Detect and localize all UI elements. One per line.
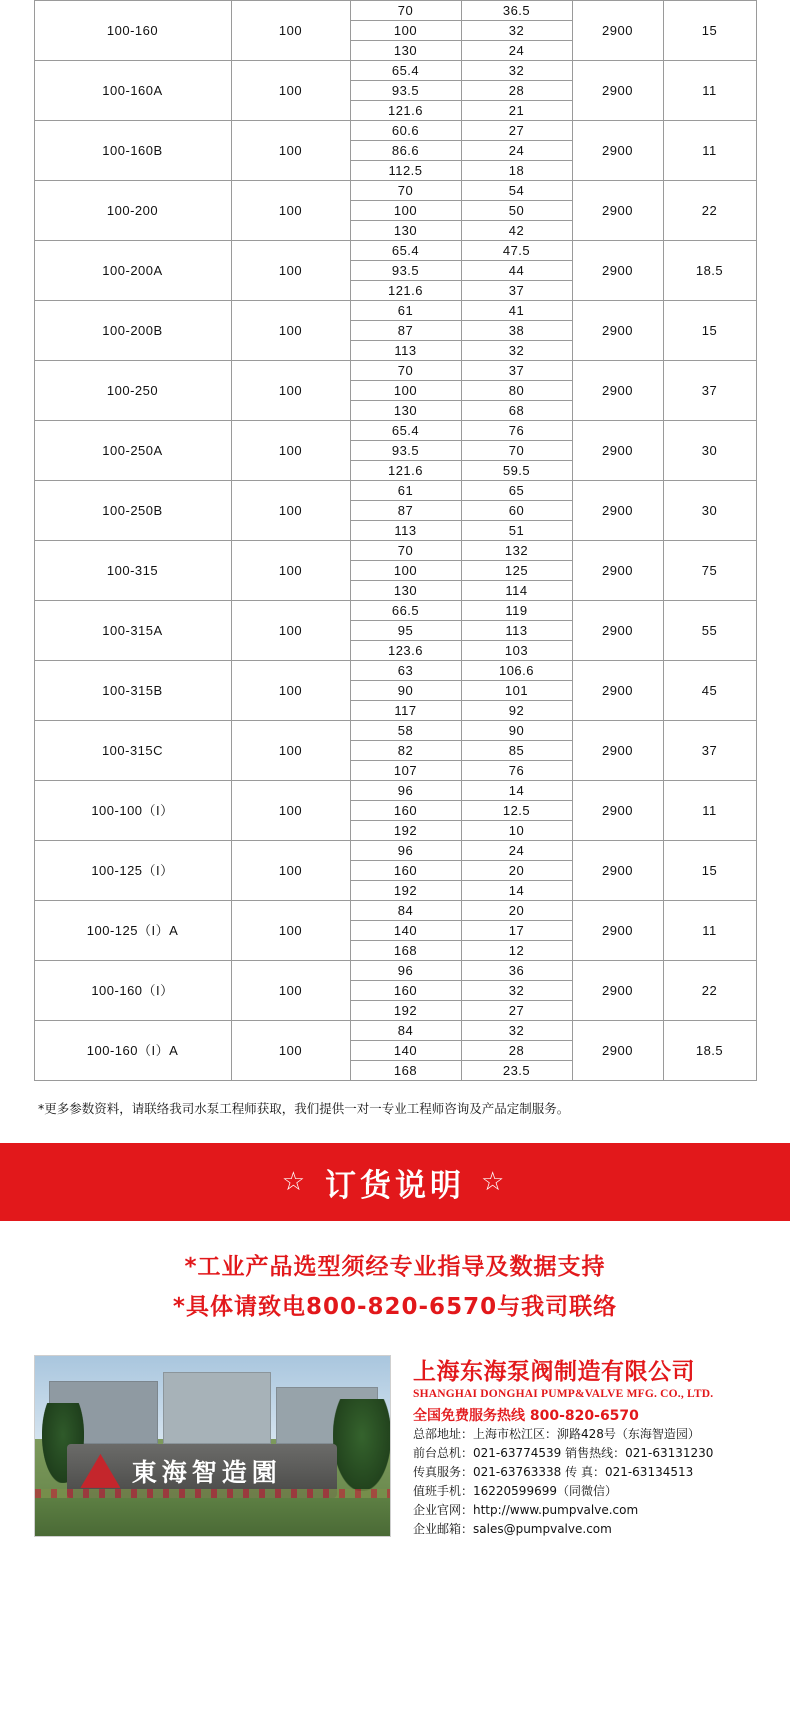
cell-head: 17 <box>461 921 572 941</box>
cell-flow: 117 <box>350 701 461 721</box>
cell-power: 15 <box>663 301 756 361</box>
cell-flow: 192 <box>350 881 461 901</box>
cell-power: 30 <box>663 481 756 541</box>
cell-flow: 90 <box>350 681 461 701</box>
company-phone-sales: 前台总机：021-63774539 销售热线：021-63131230 <box>413 1446 714 1460</box>
cell-head: 101 <box>461 681 572 701</box>
company-name-en: SHANGHAI DONGHAI PUMP&VALVE MFG. CO., LTD. <box>413 1388 714 1400</box>
cell-head: 32 <box>461 1021 572 1041</box>
cell-head: 60 <box>461 501 572 521</box>
cell-flow: 86.6 <box>350 141 461 161</box>
cell-head: 132 <box>461 541 572 561</box>
banner-content <box>282 1160 509 1205</box>
cell-flow: 130 <box>350 581 461 601</box>
cell-head: 38 <box>461 321 572 341</box>
cell-speed: 2900 <box>572 721 663 781</box>
cell-power: 37 <box>663 361 756 421</box>
statement-line-1: *工业产品选型须经专业指导及数据支持 <box>184 1254 606 1280</box>
cell-head: 50 <box>461 201 572 221</box>
cell-power: 22 <box>663 181 756 241</box>
cell-speed: 2900 <box>572 601 663 661</box>
cell-diameter: 100 <box>231 601 350 661</box>
cell-head: 32 <box>461 341 572 361</box>
cell-head: 21 <box>461 101 572 121</box>
cell-power: 18.5 <box>663 241 756 301</box>
cell-power: 30 <box>663 421 756 481</box>
cell-flow: 84 <box>350 901 461 921</box>
cell-power: 15 <box>663 841 756 901</box>
cell-head: 27 <box>461 121 572 141</box>
cell-head: 24 <box>461 41 572 61</box>
cell-diameter: 100 <box>231 361 350 421</box>
cell-head: 28 <box>461 81 572 101</box>
cell-model: 100-250B <box>34 481 231 541</box>
cell-flow: 96 <box>350 781 461 801</box>
cell-model: 100-250 <box>34 361 231 421</box>
cell-diameter: 100 <box>231 781 350 841</box>
cell-model: 100-160（I）A <box>34 1021 231 1081</box>
cell-flow: 93.5 <box>350 261 461 281</box>
photo-tree-right <box>333 1399 391 1491</box>
cell-flow: 107 <box>350 761 461 781</box>
cell-head: 20 <box>461 861 572 881</box>
cell-flow: 65.4 <box>350 61 461 81</box>
cell-power: 11 <box>663 61 756 121</box>
cell-head: 23.5 <box>461 1061 572 1081</box>
cell-flow: 168 <box>350 1061 461 1081</box>
cell-speed: 2900 <box>572 121 663 181</box>
cell-flow: 121.6 <box>350 461 461 481</box>
cell-head: 24 <box>461 841 572 861</box>
order-statements <box>0 1221 790 1345</box>
factory-photo <box>34 1355 391 1537</box>
cell-power: 11 <box>663 781 756 841</box>
order-notice-banner <box>0 1143 790 1221</box>
table-row <box>34 901 756 921</box>
cell-flow: 70 <box>350 181 461 201</box>
cell-power: 55 <box>663 601 756 661</box>
cell-head: 18 <box>461 161 572 181</box>
cell-flow: 70 <box>350 1 461 21</box>
cell-speed: 2900 <box>572 901 663 961</box>
cell-flow: 192 <box>350 1001 461 1021</box>
table-row <box>34 601 756 621</box>
table-row <box>34 961 756 981</box>
cell-flow: 130 <box>350 41 461 61</box>
cell-head: 32 <box>461 981 572 1001</box>
cell-speed: 2900 <box>572 421 663 481</box>
cell-head: 85 <box>461 741 572 761</box>
cell-head: 103 <box>461 641 572 661</box>
table-row <box>34 541 756 561</box>
table-row <box>34 1021 756 1041</box>
cell-flow: 160 <box>350 801 461 821</box>
cell-flow: 87 <box>350 501 461 521</box>
cell-flow: 121.6 <box>350 101 461 121</box>
cell-flow: 168 <box>350 941 461 961</box>
cell-head: 27 <box>461 1001 572 1021</box>
cell-diameter: 100 <box>231 721 350 781</box>
table-row <box>34 841 756 861</box>
cell-flow: 112.5 <box>350 161 461 181</box>
company-fax: 传真服务：021-63763338 传 真：021-63134513 <box>413 1465 694 1479</box>
table-footnote: *更多参数资料，请联络我司水泵工程师获取，我们提供一对一专业工程师咨询及产品定制服务。 <box>38 1101 570 1116</box>
company-hotline: 全国免费服务热线 800-820-6570 <box>413 1408 639 1424</box>
cell-power: 22 <box>663 961 756 1021</box>
cell-power: 11 <box>663 121 756 181</box>
cell-head: 12 <box>461 941 572 961</box>
cell-power: 37 <box>663 721 756 781</box>
cell-flow: 100 <box>350 381 461 401</box>
cell-power: 11 <box>663 901 756 961</box>
cell-flow: 61 <box>350 481 461 501</box>
cell-head: 32 <box>461 61 572 81</box>
cell-flow: 70 <box>350 361 461 381</box>
cell-flow: 123.6 <box>350 641 461 661</box>
table-row <box>34 181 756 201</box>
cell-head: 36.5 <box>461 1 572 21</box>
cell-flow: 70 <box>350 541 461 561</box>
cell-speed: 2900 <box>572 961 663 1021</box>
cell-head: 36 <box>461 961 572 981</box>
table-row <box>34 301 756 321</box>
cell-model: 100-315A <box>34 601 231 661</box>
cell-flow: 95 <box>350 621 461 641</box>
cell-model: 100-200B <box>34 301 231 361</box>
cell-flow: 61 <box>350 301 461 321</box>
cell-head: 28 <box>461 1041 572 1061</box>
cell-head: 10 <box>461 821 572 841</box>
cell-diameter: 100 <box>231 421 350 481</box>
cell-speed: 2900 <box>572 181 663 241</box>
cell-model: 100-160（I） <box>34 961 231 1021</box>
cell-head: 125 <box>461 561 572 581</box>
cell-model: 100-250A <box>34 421 231 481</box>
cell-head: 119 <box>461 601 572 621</box>
cell-model: 100-315B <box>34 661 231 721</box>
photo-lawn <box>35 1498 390 1536</box>
cell-head: 70 <box>461 441 572 461</box>
cell-model: 100-125（I） <box>34 841 231 901</box>
cell-speed: 2900 <box>572 1 663 61</box>
cell-head: 113 <box>461 621 572 641</box>
table-row <box>34 421 756 441</box>
company-footer <box>0 1345 790 1565</box>
cell-diameter: 100 <box>231 241 350 301</box>
cell-diameter: 100 <box>231 481 350 541</box>
cell-flow: 93.5 <box>350 441 461 461</box>
company-logo-icon <box>80 1454 120 1488</box>
company-address: 总部地址：上海市松江区：泖路428号（东海智造园） <box>413 1427 700 1441</box>
cell-head: 37 <box>461 281 572 301</box>
cell-model: 100-200A <box>34 241 231 301</box>
cell-head: 92 <box>461 701 572 721</box>
cell-head: 24 <box>461 141 572 161</box>
cell-flow: 100 <box>350 561 461 581</box>
cell-speed: 2900 <box>572 241 663 301</box>
cell-flow: 160 <box>350 981 461 1001</box>
cell-speed: 2900 <box>572 661 663 721</box>
cell-flow: 84 <box>350 1021 461 1041</box>
cell-model: 100-160B <box>34 121 231 181</box>
cell-speed: 2900 <box>572 841 663 901</box>
monument-text: 東海智造園 <box>131 1457 282 1487</box>
cell-flow: 192 <box>350 821 461 841</box>
cell-model: 100-100（I） <box>34 781 231 841</box>
company-email: 企业邮箱：sales@pumpvalve.com <box>413 1522 612 1536</box>
cell-flow: 130 <box>350 221 461 241</box>
cell-head: 14 <box>461 881 572 901</box>
cell-diameter: 100 <box>231 841 350 901</box>
cell-flow: 140 <box>350 1041 461 1061</box>
cell-diameter: 100 <box>231 121 350 181</box>
cell-head: 51 <box>461 521 572 541</box>
cell-head: 76 <box>461 761 572 781</box>
cell-diameter: 100 <box>231 181 350 241</box>
cell-diameter: 100 <box>231 661 350 721</box>
cell-flow: 63 <box>350 661 461 681</box>
table-row <box>34 481 756 501</box>
pump-spec-table <box>34 0 757 1081</box>
cell-head: 90 <box>461 721 572 741</box>
cell-flow: 140 <box>350 921 461 941</box>
table-row <box>34 61 756 81</box>
cell-head: 44 <box>461 261 572 281</box>
cell-diameter: 100 <box>231 541 350 601</box>
table-row <box>34 781 756 801</box>
statement-line-2: *具体请致电800-820-6570与我司联络 <box>172 1294 618 1320</box>
cell-speed: 2900 <box>572 781 663 841</box>
cell-head: 59.5 <box>461 461 572 481</box>
cell-head: 54 <box>461 181 572 201</box>
cell-diameter: 100 <box>231 301 350 361</box>
cell-head: 42 <box>461 221 572 241</box>
photo-building-middle <box>163 1372 272 1444</box>
cell-power: 18.5 <box>663 1021 756 1081</box>
cell-head: 20 <box>461 901 572 921</box>
cell-diameter: 100 <box>231 1 350 61</box>
table-row <box>34 721 756 741</box>
cell-model: 100-315C <box>34 721 231 781</box>
cell-speed: 2900 <box>572 1021 663 1081</box>
cell-head: 14 <box>461 781 572 801</box>
cell-head: 32 <box>461 21 572 41</box>
company-info <box>413 1355 756 1539</box>
cell-flow: 60.6 <box>350 121 461 141</box>
cell-flow: 113 <box>350 521 461 541</box>
cell-flow: 130 <box>350 401 461 421</box>
cell-head: 65 <box>461 481 572 501</box>
cell-power: 75 <box>663 541 756 601</box>
table-row <box>34 1 756 21</box>
cell-diameter: 100 <box>231 961 350 1021</box>
cell-power: 15 <box>663 1 756 61</box>
cell-speed: 2900 <box>572 541 663 601</box>
cell-diameter: 100 <box>231 901 350 961</box>
cell-flow: 87 <box>350 321 461 341</box>
cell-speed: 2900 <box>572 301 663 361</box>
cell-diameter: 100 <box>231 61 350 121</box>
cell-head: 76 <box>461 421 572 441</box>
star-icon-left: ☆ <box>281 1167 309 1197</box>
cell-flow: 58 <box>350 721 461 741</box>
star-icon-right: ☆ <box>481 1167 509 1197</box>
cell-speed: 2900 <box>572 361 663 421</box>
cell-model: 100-200 <box>34 181 231 241</box>
cell-head: 12.5 <box>461 801 572 821</box>
cell-flow: 96 <box>350 841 461 861</box>
cell-flow: 65.4 <box>350 421 461 441</box>
cell-head: 68 <box>461 401 572 421</box>
cell-speed: 2900 <box>572 61 663 121</box>
cell-model: 100-125（I）A <box>34 901 231 961</box>
cell-head: 37 <box>461 361 572 381</box>
table-row <box>34 241 756 261</box>
cell-power: 45 <box>663 661 756 721</box>
table-row <box>34 661 756 681</box>
cell-flow: 93.5 <box>350 81 461 101</box>
cell-head: 106.6 <box>461 661 572 681</box>
cell-model: 100-160A <box>34 61 231 121</box>
cell-flow: 65.4 <box>350 241 461 261</box>
company-mobile: 值班手机：16220599699（同微信） <box>413 1484 617 1498</box>
cell-flow: 113 <box>350 341 461 361</box>
cell-diameter: 100 <box>231 1021 350 1081</box>
cell-head: 114 <box>461 581 572 601</box>
cell-head: 41 <box>461 301 572 321</box>
cell-flow: 100 <box>350 201 461 221</box>
cell-flow: 100 <box>350 21 461 41</box>
banner-title: 订货说明 <box>325 1167 465 1204</box>
cell-head: 47.5 <box>461 241 572 261</box>
cell-flow: 121.6 <box>350 281 461 301</box>
company-name-cn: 上海东海泵阀制造有限公司 <box>413 1359 695 1385</box>
cell-head: 80 <box>461 381 572 401</box>
cell-flow: 160 <box>350 861 461 881</box>
company-website: 企业官网：http://www.pumpvalve.com <box>413 1503 639 1517</box>
table-row <box>34 361 756 381</box>
cell-model: 100-315 <box>34 541 231 601</box>
cell-flow: 66.5 <box>350 601 461 621</box>
cell-speed: 2900 <box>572 481 663 541</box>
cell-flow: 82 <box>350 741 461 761</box>
cell-model: 100-160 <box>34 1 231 61</box>
cell-flow: 96 <box>350 961 461 981</box>
table-row <box>34 121 756 141</box>
